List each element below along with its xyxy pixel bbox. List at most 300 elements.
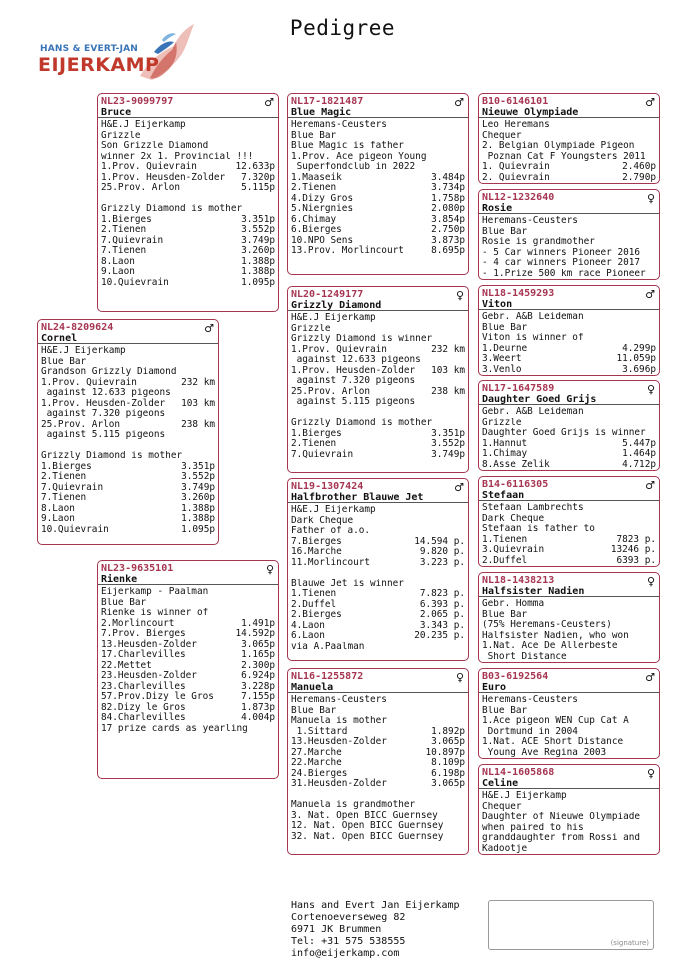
info-line: Blue Bar xyxy=(482,226,528,237)
result-label: 1.Tienen xyxy=(291,588,337,599)
result-row xyxy=(101,246,275,257)
result-label: 2.Tienen xyxy=(101,224,147,235)
result-label: 1.Bierges xyxy=(41,460,92,472)
ring-number: B14-6116305 xyxy=(482,479,549,490)
card-body xyxy=(479,214,659,279)
female-icon: ♀ xyxy=(646,575,655,588)
info-line: Grizzle xyxy=(101,130,141,141)
card-header xyxy=(479,94,659,118)
result-value: 6.924p xyxy=(241,670,275,681)
result-row xyxy=(101,183,275,194)
info-line: Grizzle xyxy=(482,417,522,428)
result-value: 3.873p xyxy=(431,234,465,246)
pedigree-card xyxy=(287,93,469,275)
result-label: 8.Laon xyxy=(41,502,75,514)
info-line: Grizzly Diamond is mother xyxy=(101,204,243,214)
result-row xyxy=(291,387,465,398)
info-line xyxy=(41,441,215,452)
result-value: 13246 p. xyxy=(610,544,656,555)
card-body xyxy=(479,501,659,566)
result-label: 1.Prov. Heusden-Zolder xyxy=(291,364,416,376)
result-value: 3.351p xyxy=(431,427,465,439)
result-value: 3.351p xyxy=(241,213,275,225)
pedigree-card xyxy=(478,476,660,567)
result-value: 14.592p xyxy=(235,628,275,639)
result-value: 3.552p xyxy=(241,224,275,235)
logo-wordmark: EIJERKAMP xyxy=(38,54,160,76)
result-label: 1.Tienen xyxy=(482,533,528,545)
info-line: Viton is winner of xyxy=(482,333,584,343)
address-email[interactable]: info@eijerkamp.com xyxy=(291,948,400,959)
info-line: Stefaan is father to xyxy=(482,524,595,534)
result-label: 7.Tienen xyxy=(41,492,87,503)
pedigree-card xyxy=(478,189,660,280)
card-header xyxy=(288,287,468,311)
pigeon-name: Viton xyxy=(482,299,513,310)
result-value: 6.198p xyxy=(431,767,465,779)
info-line: Heremans-Ceusters xyxy=(291,695,387,705)
info-line: Manuela is grandmother xyxy=(291,800,416,810)
address-phone: Tel: +31 575 538555 xyxy=(291,936,406,947)
result-row xyxy=(291,204,465,215)
info-line: Dortmund in 2004 xyxy=(482,726,578,737)
female-icon: ♀ xyxy=(265,563,274,576)
result-label: 2.Morlincourt xyxy=(101,617,175,629)
info-line: 1.Ace pigeon WEN Cup Cat A xyxy=(482,716,629,726)
result-value: 3.260p xyxy=(181,492,215,503)
pigeon-name: Nieuwe Olympiade xyxy=(482,107,579,118)
result-row xyxy=(291,246,465,257)
result-value: 5.447p xyxy=(622,437,656,449)
result-value: 7.155p xyxy=(241,691,275,702)
card-body xyxy=(288,118,468,257)
result-label: 1. Quievrain xyxy=(482,161,550,172)
result-value: 103 km xyxy=(431,364,465,376)
card-header xyxy=(479,477,659,501)
result-value: 3.065p xyxy=(431,778,465,789)
result-label: 1.Prov. Quievrain xyxy=(101,161,197,172)
result-value: 103 km xyxy=(181,397,215,409)
result-label: 10.Quievrain xyxy=(101,276,169,288)
result-value: 7823 p. xyxy=(616,533,656,545)
pigeon-name: Celine xyxy=(482,778,519,789)
result-label: 3.Quievrain xyxy=(482,544,545,555)
result-label: 13.Prov. Morlincourt xyxy=(291,245,404,256)
info-line: against 7.320 pigeons xyxy=(41,409,166,419)
result-value: 4.712p xyxy=(622,458,656,470)
ring-number: NL18-1438213 xyxy=(482,575,555,586)
info-line: Daughter Goed Grijs is winner xyxy=(482,428,646,438)
info-line: Blue Magic is father xyxy=(291,141,404,151)
result-value: 12.633p xyxy=(235,161,275,172)
male-icon: ♂ xyxy=(204,322,214,335)
address-street: Cortenoeverseweg 82 xyxy=(291,912,406,923)
result-value: 1.388p xyxy=(241,255,275,267)
info-line: Kadootje xyxy=(482,843,528,854)
result-value: 1.464p xyxy=(622,448,656,459)
info-line: against 5.115 pigeons xyxy=(41,430,166,440)
female-icon: ♀ xyxy=(646,767,655,780)
ring-number: B10-6146101 xyxy=(482,96,549,107)
info-line: Father of a.o. xyxy=(291,526,371,536)
info-line: Gebr. A&B Leideman xyxy=(482,312,584,322)
ring-number: B03-6192564 xyxy=(482,671,549,682)
result-row xyxy=(41,514,215,525)
result-label: 5.Niergnies xyxy=(291,203,354,214)
result-label: 84.Charlevilles xyxy=(101,712,186,723)
result-value: 4.004p xyxy=(241,712,275,723)
result-row xyxy=(291,610,465,621)
info-line xyxy=(101,194,275,205)
info-line: Blauwe Jet is winner xyxy=(291,578,404,589)
address-city: 6971 JK Brummen xyxy=(291,924,382,935)
card-header xyxy=(479,190,659,214)
result-label: 24.Bierges xyxy=(291,767,348,779)
info-line: Heremans-Ceusters xyxy=(482,695,578,705)
result-value: 5.115p xyxy=(241,182,275,193)
info-line: Chequer xyxy=(482,801,522,812)
result-label: 4.Dizy Gros xyxy=(291,192,354,204)
info-line: H&E.J Eijerkamp xyxy=(482,791,567,801)
result-label: 25.Prov. Arlon xyxy=(291,385,371,397)
info-line: - 5 Car winners Pioneer 2016 xyxy=(482,247,641,258)
info-line: - 1.Prize 500 km race Pioneer xyxy=(482,268,646,279)
result-value: 10.897p xyxy=(425,746,465,758)
result-label: 2.Duffel xyxy=(482,554,528,566)
card-header xyxy=(479,573,659,597)
info-line: Heremans-Ceusters xyxy=(291,120,387,130)
result-value: 20.235 p. xyxy=(414,630,465,641)
card-header xyxy=(479,765,659,789)
info-line: against 7.320 pigeons xyxy=(291,376,416,386)
pedigree-card xyxy=(478,764,660,855)
info-line: 1.Nat. Ace De Allerbeste xyxy=(482,641,618,651)
result-row xyxy=(291,758,465,769)
female-icon: ♀ xyxy=(646,192,655,205)
pedigree-card xyxy=(478,572,660,663)
result-label: 22.Marche xyxy=(291,757,342,768)
pigeon-name: Grizzly Diamond xyxy=(291,300,382,311)
result-row xyxy=(101,671,275,682)
info-line: 1.Nat. ACE Short Distance xyxy=(482,737,624,747)
result-label: 10.Quievrain xyxy=(41,523,109,535)
result-value: 3.696p xyxy=(622,363,656,375)
info-line: Chequer xyxy=(482,130,522,141)
result-label: 1.Prov. Quievrain xyxy=(41,376,137,388)
result-label: 2.Tienen xyxy=(41,471,87,482)
result-row xyxy=(291,631,465,642)
result-value: 7.320p xyxy=(241,171,275,183)
result-label: 7.Quievrain xyxy=(291,448,354,460)
result-label: 10.NPO Sens xyxy=(291,234,354,246)
result-value: 3.065p xyxy=(431,736,465,747)
logo-subtitle: HANS & EVERT-JAN xyxy=(40,44,139,54)
info-line: Blue Bar xyxy=(291,705,337,716)
result-value: 2.065 p. xyxy=(419,609,465,620)
card-body xyxy=(98,118,278,288)
pigeon-name: Stefaan xyxy=(482,490,525,501)
result-value: 1.388p xyxy=(181,502,215,514)
result-row xyxy=(291,439,465,450)
info-line: H&E.J Eijerkamp xyxy=(291,313,376,323)
result-label: 25.Prov. Arlon xyxy=(41,418,121,430)
card-body xyxy=(479,405,659,470)
result-row xyxy=(291,345,465,356)
result-value: 3.552p xyxy=(181,471,215,482)
result-label: 22.Mettet xyxy=(101,659,152,671)
info-line: Manuela is mother xyxy=(291,716,387,726)
male-icon: ♂ xyxy=(645,479,655,492)
result-value: 238 km xyxy=(181,418,215,430)
info-line: Poznan Cat F Youngsters 2011 xyxy=(482,151,646,162)
result-value: 1.892p xyxy=(431,725,465,737)
result-label: 2.Tienen xyxy=(291,182,337,193)
card-body xyxy=(479,693,659,758)
male-icon: ♂ xyxy=(645,96,655,109)
result-label: 8.Laon xyxy=(101,255,135,267)
result-row xyxy=(291,779,465,790)
result-row xyxy=(41,525,215,536)
result-label: 9.Laon xyxy=(41,513,75,524)
pedigree-card xyxy=(478,285,660,376)
info-line: granddaughter from Rossi and xyxy=(482,833,641,843)
result-label: 1.Bierges xyxy=(101,213,152,225)
result-row xyxy=(482,460,656,471)
result-label: 7.Prov. Bierges xyxy=(101,628,186,639)
card-body xyxy=(38,344,218,535)
signature-box[interactable] xyxy=(488,900,654,950)
female-icon: ♀ xyxy=(455,289,464,302)
pedigree-card xyxy=(478,380,660,471)
pigeon-name: Blue Magic xyxy=(291,107,352,118)
result-row xyxy=(291,558,465,569)
result-value: 3.065p xyxy=(241,638,275,650)
result-row xyxy=(291,366,465,377)
male-icon: ♂ xyxy=(264,96,274,109)
result-label: 7.Quievrain xyxy=(101,234,164,246)
pigeon-name: Halfsister Nadien xyxy=(482,586,585,597)
card-header xyxy=(98,94,278,118)
ring-number: NL23-9099797 xyxy=(101,96,174,107)
result-label: 8.Asse Zelik xyxy=(482,458,550,470)
info-line: H&E.J Eijerkamp xyxy=(101,120,186,130)
result-value: 1.873p xyxy=(241,701,275,713)
ring-number: NL24-8209624 xyxy=(41,322,114,333)
result-row xyxy=(101,225,275,236)
info-line: 12. Nat. Open BICC Guernsey xyxy=(291,821,444,831)
info-line: Daughter of Nieuwe Olympiade xyxy=(482,812,641,822)
result-label: 6.Bierges xyxy=(291,224,342,235)
pigeon-name: Bruce xyxy=(101,107,132,118)
result-value: 3.484p xyxy=(431,171,465,183)
result-value: 3.749p xyxy=(181,481,215,493)
card-body xyxy=(479,789,659,854)
result-row xyxy=(482,162,656,173)
result-row xyxy=(482,545,656,556)
info-line: Blue Bar xyxy=(482,705,528,716)
result-value: 3.343 p. xyxy=(419,619,465,631)
result-row xyxy=(291,225,465,236)
result-value: 1.388p xyxy=(241,266,275,277)
result-row xyxy=(291,450,465,461)
result-row xyxy=(482,449,656,460)
info-line: 17 prize cards as yearling xyxy=(101,723,248,734)
result-value: 1.491p xyxy=(241,617,275,629)
result-label: 1.Prov. Heusden-Zolder xyxy=(41,397,166,409)
result-label: 2.Tienen xyxy=(291,438,337,449)
info-line xyxy=(291,408,465,419)
info-line: Grizzly Diamond is winner xyxy=(291,334,433,344)
result-row xyxy=(41,472,215,483)
info-line: against 12.633 pigeons xyxy=(41,388,171,398)
card-header xyxy=(479,669,659,693)
result-row xyxy=(101,650,275,661)
result-value: 3.854p xyxy=(431,213,465,225)
result-value: 1.095p xyxy=(181,523,215,535)
result-value: 4.299p xyxy=(622,342,656,354)
result-value: 2.080p xyxy=(431,203,465,214)
info-line: 1.Prov. Ace pigeon Young xyxy=(291,151,427,162)
info-line: H&E.J Eijerkamp xyxy=(41,346,126,356)
result-label: 9.Laon xyxy=(101,266,135,277)
card-body xyxy=(479,118,659,183)
info-line: Rosie is grandmother xyxy=(482,237,595,247)
result-label: 23.Heusden-Zolder xyxy=(101,670,197,681)
result-value: 3.228p xyxy=(241,680,275,692)
card-body xyxy=(479,310,659,375)
result-label: 2.Bierges xyxy=(291,609,342,620)
result-row xyxy=(101,629,275,640)
result-row xyxy=(291,589,465,600)
ring-number: NL20-1249177 xyxy=(291,289,364,300)
result-row xyxy=(482,365,656,376)
pedigree-card xyxy=(287,286,469,473)
info-line: Blue Bar xyxy=(101,597,147,608)
pigeon-name: Cornel xyxy=(41,333,78,344)
result-row xyxy=(101,692,275,703)
result-value: 3.552p xyxy=(431,438,465,449)
ring-number: NL17-1647589 xyxy=(482,383,555,394)
pedigree-card xyxy=(287,668,469,855)
result-value: 1.388p xyxy=(181,513,215,524)
result-row xyxy=(41,493,215,504)
female-icon: ♀ xyxy=(646,383,655,396)
pedigree-card xyxy=(287,478,469,661)
result-label: 6.Laon xyxy=(291,630,325,641)
result-value: 1.095p xyxy=(241,276,275,288)
result-label: 1.Prov. Heusden-Zolder xyxy=(101,171,226,183)
info-line: Grizzle xyxy=(291,323,331,334)
result-label: 1.Prov. Quievrain xyxy=(291,343,387,355)
result-label: 6.Chimay xyxy=(291,213,337,225)
logo xyxy=(36,22,196,86)
info-line: Heremans-Ceusters xyxy=(482,216,578,226)
ring-number: NL18-1459293 xyxy=(482,288,555,299)
card-header xyxy=(288,94,468,118)
result-value: 3.351p xyxy=(181,460,215,472)
result-value: 14.594 p. xyxy=(414,535,465,547)
info-line: Halfsister Nadien, who won xyxy=(482,630,629,641)
ring-number: NL16-1255872 xyxy=(291,671,364,682)
info-line: against 12.633 pigeons xyxy=(291,355,421,365)
info-line: winner 2x 1. Provincial !!! xyxy=(101,151,254,162)
info-line: against 5.115 pigeons xyxy=(291,397,416,407)
info-line: (75% Heremans-Ceusters) xyxy=(482,620,612,630)
result-label: 2.Duffel xyxy=(291,598,337,610)
pigeon-name: Rienke xyxy=(101,574,138,585)
info-line: Blue Bar xyxy=(482,322,528,333)
info-line: H&E.J Eijerkamp xyxy=(291,505,376,515)
result-row xyxy=(291,547,465,558)
result-row xyxy=(41,399,215,410)
card-header xyxy=(98,561,278,585)
result-value: 11.059p xyxy=(616,353,656,364)
result-value: 6.393 p. xyxy=(419,598,465,610)
info-line: - 4 car winners Pioneer 2017 xyxy=(482,258,641,268)
info-line: Leo Heremans xyxy=(482,120,550,130)
card-header xyxy=(479,286,659,310)
result-value: 2.790p xyxy=(622,171,656,183)
info-line: Grandson Grizzly Diamond xyxy=(41,367,177,377)
info-line: when paired to his xyxy=(482,822,584,833)
result-value: 3.749p xyxy=(431,448,465,460)
info-line: Blue Bar xyxy=(291,130,337,141)
info-line: Superfondclub in 2022 xyxy=(291,162,416,172)
info-line: Gebr. Homma xyxy=(482,599,545,609)
info-line: Short Distance xyxy=(482,651,567,662)
ring-number: NL19-1307424 xyxy=(291,481,364,492)
result-label: 13.Heusden-Zolder xyxy=(101,638,197,650)
result-row xyxy=(291,737,465,748)
info-line: Dark Cheque xyxy=(482,513,545,524)
male-icon: ♂ xyxy=(645,288,655,301)
pigeon-name: Euro xyxy=(482,682,507,693)
result-label: 1.Bierges xyxy=(291,427,342,439)
info-line: 32. Nat. Open BICC Guernsey xyxy=(291,831,444,842)
info-line: Blue Bar xyxy=(41,356,87,367)
info-line: Stefaan Lambrechts xyxy=(482,503,584,513)
result-value: 9.820 p. xyxy=(419,546,465,557)
result-value: 238 km xyxy=(431,385,465,397)
result-value: 3.260p xyxy=(241,245,275,256)
result-label: 23.Charlevilles xyxy=(101,680,186,692)
result-label: 13.Heusden-Zolder xyxy=(291,736,387,747)
card-body xyxy=(479,597,659,662)
result-label: 1.Deurne xyxy=(482,342,528,354)
info-line: Grizzly Diamond is mother xyxy=(41,451,183,461)
result-label: 3.Weert xyxy=(482,353,522,364)
card-header xyxy=(288,479,468,503)
result-value: 2.460p xyxy=(622,161,656,172)
info-line: Dark Cheque xyxy=(291,515,354,526)
result-label: 27.Marche xyxy=(291,746,342,758)
pedigree-card xyxy=(97,93,279,312)
ring-number: NL14-1605868 xyxy=(482,767,555,778)
page-title: Pedigree xyxy=(289,16,396,40)
info-line: Gebr. A&B Leideman xyxy=(482,407,584,417)
info-line: Rienke is winner of xyxy=(101,608,209,618)
female-icon: ♀ xyxy=(455,671,464,684)
signature-label: (signature) xyxy=(610,939,649,947)
result-label: 31.Heusden-Zolder xyxy=(291,778,387,789)
result-value: 232 km xyxy=(431,343,465,355)
card-header xyxy=(288,669,468,693)
result-row xyxy=(41,420,215,431)
result-label: 1.Chimay xyxy=(482,448,528,459)
result-label: 7.Quievrain xyxy=(41,481,104,493)
result-label: 82.Dizy le Gros xyxy=(101,701,186,713)
pigeon-name: Halfbrother Blauwe Jet xyxy=(291,492,424,503)
